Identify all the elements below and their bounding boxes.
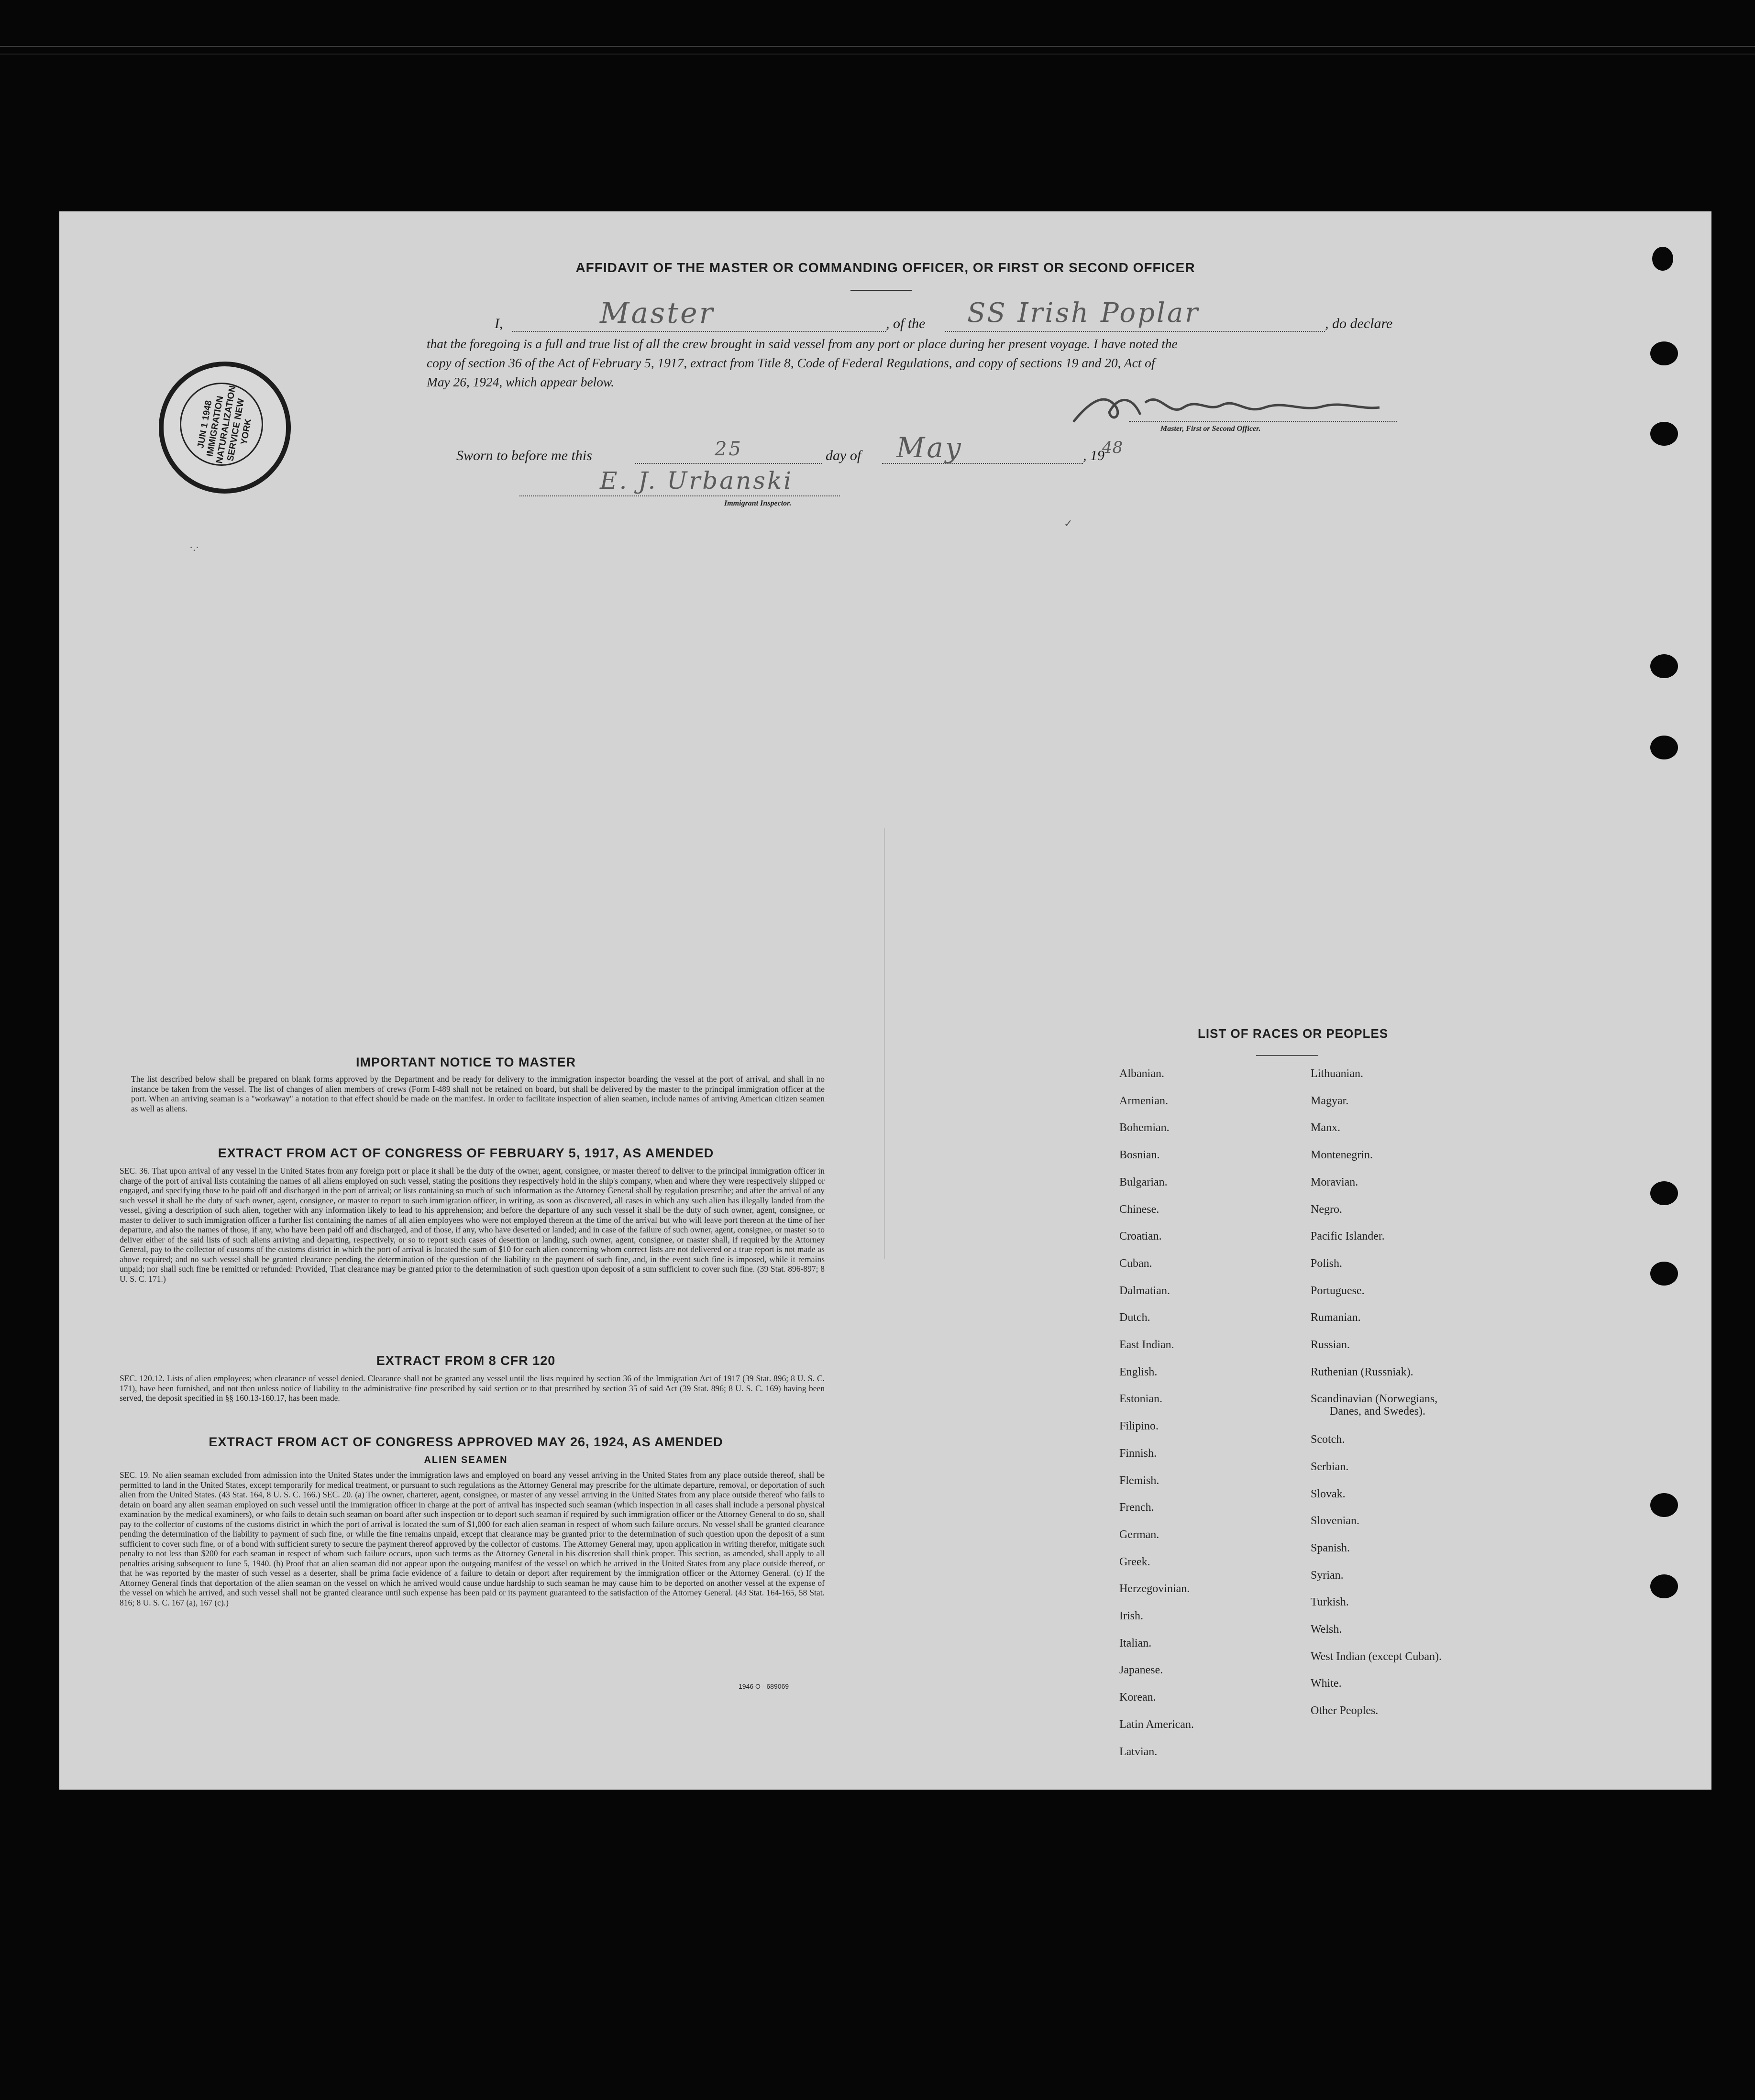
race-item: Syrian.	[1311, 1569, 1344, 1582]
affidavit-text-line: May 26, 1924, which appear below.	[427, 375, 615, 389]
race-item: West Indian (except Cuban).	[1311, 1650, 1442, 1663]
alien-seamen-subtitle: ALIEN SEAMEN	[424, 1455, 508, 1465]
race-item: Filipino.	[1119, 1420, 1159, 1433]
extract-1917-text: SEC. 36. That upon arrival of any vessel in the United States from any foreign port or place it shall be the duty of the owner, agent, consignee, or master thereof to deliver to the principal immigration officer in charge of the port of arrival lists containing the names of all aliens employed on such vessel, stating the positions they respectively hold in the ship's company, when and where they were respectively shipped or engaged, and specifying those to be paid off and discharged in the port of arrival; or lists containing so much of such information as the Attorney General shall by regulation prescribe; and after the arrival of any such vessel it shall be the duty of such owner, agent, consignee, or master to report to such immigration officer, in writing, as soon as discovered, all cases in which any such alien has illegally landed from the vessel, giving a description of such alien, together with any information likely to lead to his apprehension; and before the departure of any such vessel it shall be the duty of such owner, agent, consignee, or master to deliver to such immigration officer a further list containing the names of all alien employees who were not employed thereon at the time of the arrival but who will leave port thereon at the time of her departure, and also the names of those, if any, who have been paid off and discharged, and of those, if any, who have deserted or landed; and in case of the failure of such owner, agent, consignee, or master so to deliver either of the said lists of such aliens arriving and departing, respectively, or so to report such cases of desertion or landing, such owner, agent, consignee, or master shall, if required by the Attorney General, pay to the collector of customs of the customs district in which the port of arrival is located the sum of $10 for each alien concerning whom correct lists are not delivered or a true report is not made as above required; and no such vessel shall be granted clearance pending the determination of the question of the liability to the payment of such fine, and, in the event such fine is imposed, while it remains unpaid; nor shall such fine be remitted or refunded: Provided, That clearance may be granted prior to the determination of such question upon deposit of a sum sufficient to cover such fine. (39 Stat. 896-897; 8 U. S. C. 171.)	[120, 1166, 825, 1284]
extract-1924-title: EXTRACT FROM ACT OF CONGRESS APPROVED MAY 26, 1924, AS AMENDED	[209, 1435, 723, 1449]
race-item: Slovenian.	[1311, 1515, 1359, 1528]
race-item: Finnish.	[1119, 1447, 1157, 1460]
year-value: 48	[1102, 438, 1123, 457]
affidavit-text-line: that the foregoing is a full and true list of all the crew brought in said vessel from any port or place during her present voyage. I have noted the	[427, 337, 1178, 351]
race-item: Russian.	[1311, 1339, 1350, 1351]
race-item: Manx.	[1311, 1121, 1340, 1134]
race-item: Ruthenian (Russniak).	[1311, 1365, 1413, 1378]
race-item: Greek.	[1119, 1555, 1150, 1568]
extract-cfr-title: EXTRACT FROM 8 CFR 120	[376, 1353, 556, 1368]
stray-mark: ✓	[1064, 517, 1073, 529]
master-name-line	[512, 331, 886, 332]
punch-hole	[1650, 422, 1678, 446]
races-title-underline	[1256, 1055, 1318, 1056]
race-item: Welsh.	[1311, 1623, 1342, 1636]
master-signature	[1064, 388, 1389, 427]
inspector-line	[519, 495, 840, 496]
race-item: Spanish.	[1311, 1541, 1350, 1554]
race-item: Latin American.	[1119, 1718, 1194, 1731]
race-item: Italian.	[1119, 1637, 1152, 1649]
race-item: Flemish.	[1119, 1474, 1159, 1487]
race-item: Croatian.	[1119, 1230, 1162, 1243]
day-value: 25	[715, 438, 743, 460]
race-item: Portuguese.	[1311, 1284, 1365, 1297]
punch-hole	[1650, 1181, 1678, 1205]
race-item: English.	[1119, 1365, 1158, 1378]
inspector-label: Immigrant Inspector.	[724, 499, 792, 507]
race-item: Albanian.	[1119, 1067, 1164, 1080]
stamp-text: JUN 1 1948 IMMIGRATION NATURALIZATION SERVICE NEW YORK	[196, 385, 254, 464]
race-item: Dutch.	[1119, 1311, 1150, 1324]
race-item: Korean.	[1119, 1691, 1156, 1704]
film-edge-line	[0, 46, 1755, 47]
race-item: Lithuanian.	[1311, 1067, 1363, 1080]
race-item: Montenegrin.	[1311, 1149, 1373, 1162]
inspector-signature: E. J. Urbanski	[600, 467, 794, 495]
notice-text: The list described below shall be prepared on blank forms approved by the Department and be ready for delivery to the immigration inspector boarding the vessel at the port of arrival, and shall in no instance be taken from the vessel. The list of changes of alien members of crews (Form I-489 shall not be retained on board, but shall be delivered by the master to the principal immigration officer at the port. When an arriving seaman is a "workaway" a notation to that effect should be made on the manifest. In order to facilitate inspection of alien seamen, include names of arriving American citizen seamen as well as aliens.	[131, 1074, 825, 1113]
race-item: Bohemian.	[1119, 1121, 1170, 1134]
affidavit-text-line: copy of section 36 of the Act of February 5, 1917, extract from Title 8, Code of Federal Regulations, and copy of sections 19 and 20, Act of	[427, 356, 1155, 370]
declare-label: , do declare	[1325, 316, 1393, 331]
extract-1917-title: EXTRACT FROM ACT OF CONGRESS OF FEBRUARY 5, 1917, AS AMENDED	[218, 1146, 714, 1160]
vessel-name: SS Irish Poplar	[967, 297, 1200, 329]
extract-1924-text: SEC. 19. No alien seaman excluded from admission into the United States under the immigration laws and employed on board any vessel arriving in the United States from any place outside thereof, shall be permitted to land in the United States, except temporarily for medical treatment, or pursuant to such regulations as the Attorney General may prescribe for the ultimate departure, removal, or deportation of such alien from the United States. (43 Stat. 164, 8 U. S. C. 166.) SEC. 20. (a) The owner, charterer, agent, consignee, or master of any vessel arriving in the United States from any place outside thereof who fails to detain on board any alien seaman employed on such vessel until the immigration officer in charge at the port of arrival has inspected such seaman (which inspection in all cases shall include a personal physical examination by the medical examiners), or who fails to detain such seaman on board after such inspection or to deport such seaman if required by such immigration officer or the Attorney General to do so, shall pay to the collector of customs of the customs district in which the port of arrival is located the sum of $1,000 for each alien seaman in respect of whom such failure occurs. No vessel shall be granted clearance pending the determination of the liability to payment of such fine, or while the fine remains unpaid, except that clearance may be granted prior to the determination of such question upon the deposit of a sum sufficient to cover such fine, or of a bond with sufficient surety to secure the payment thereof approved by the collector of customs. The Attorney General may, upon application in writing therefor, mitigate such penalty to not less than $200 for each seaman in respect of whom such failure occurs, upon such terms as the Attorney General in his discretion shall think proper. This section, as amended, shall apply to all penalties arising subsequent to June 5, 1940. (b) Proof that an alien seaman did not appear upon the outgoing manifest of the vessel on which he arrived in the United States from any place outside thereof, or that he was reported by the master of such vessel as a deserter, shall be prima facie evidence of a failure to detain or deport after requirement by the immigration officer or the Attorney General. (c) If the Attorney General finds that deportation of the alien seaman on the vessel on which he arrived would cause undue hardship to such seaman he may cause him to be deported on another vessel at the expense of the vessel on which he arrived, and such vessel shall not be granted clearance until such expense has been paid or its payment guaranteed to the satisfaction of the Attorney General. (43 Stat. 164-165, 58 Stat. 816; 8 U. S. C. 167 (a), 167 (c).)	[120, 1470, 825, 1607]
stray-mark: ·.·	[189, 541, 199, 553]
race-item: Chinese.	[1119, 1203, 1159, 1216]
punch-hole	[1650, 1262, 1678, 1286]
race-item: Armenian.	[1119, 1094, 1168, 1107]
notice-title: IMPORTANT NOTICE TO MASTER	[356, 1055, 576, 1069]
race-item: Serbian.	[1311, 1460, 1349, 1473]
race-item: Magyar.	[1311, 1094, 1349, 1107]
declarant-intro: I,	[495, 316, 503, 331]
race-item: Rumanian.	[1311, 1311, 1361, 1324]
document-page	[59, 211, 1711, 1790]
race-item: Pacific Islander.	[1311, 1230, 1385, 1243]
races-title: LIST OF RACES OR PEOPLES	[1198, 1026, 1389, 1041]
race-item: Negro.	[1311, 1203, 1342, 1216]
day-of-label: day of	[826, 448, 861, 463]
vessel-name-line	[945, 331, 1325, 332]
printer-mark: 1946 O - 689069	[739, 1682, 789, 1690]
day-line	[635, 463, 822, 464]
race-item: Irish.	[1119, 1610, 1143, 1622]
punch-hole	[1650, 341, 1678, 365]
race-item: German.	[1119, 1528, 1159, 1541]
race-item: Moravian.	[1311, 1176, 1358, 1188]
race-item: White.	[1311, 1677, 1342, 1690]
fold-mark	[884, 828, 885, 1259]
race-item: Slovak.	[1311, 1487, 1346, 1500]
signature-label: Master, First or Second Officer.	[1160, 425, 1261, 433]
race-item: Bosnian.	[1119, 1149, 1160, 1162]
race-item: Bulgarian.	[1119, 1176, 1168, 1188]
race-item-continuation: Danes, and Swedes).	[1330, 1405, 1425, 1418]
master-name: Master	[600, 297, 715, 330]
race-item: Japanese.	[1119, 1664, 1163, 1677]
race-item: Estonian.	[1119, 1393, 1162, 1406]
race-item: Herzegovinian.	[1119, 1583, 1190, 1595]
race-item: Other Peoples.	[1311, 1704, 1379, 1717]
punch-hole	[1650, 654, 1678, 678]
race-item: French.	[1119, 1501, 1154, 1514]
punch-hole	[1650, 1574, 1678, 1598]
race-item: Polish.	[1311, 1257, 1343, 1270]
race-item: Scotch.	[1311, 1433, 1345, 1446]
affidavit-title: AFFIDAVIT OF THE MASTER OR COMMANDING OFFICER, OR FIRST OR SECOND OFFICER	[575, 260, 1195, 275]
year-prefix: , 19	[1083, 448, 1104, 463]
punch-hole	[1650, 1493, 1678, 1517]
immigration-stamp	[159, 362, 291, 494]
film-edge-line	[0, 54, 1755, 55]
sworn-text: Sworn to before me this	[456, 448, 592, 463]
race-item: Cuban.	[1119, 1257, 1152, 1270]
of-the-label: , of the	[886, 316, 926, 331]
extract-cfr-text: SEC. 120.12. Lists of alien employees; when clearance of vessel denied. Clearance shall not be granted any vessel until the lists required by section 36 of the Immigration Act of 1917 (39 Stat. 896; 8 U. S. C. 171), have been furnished, and not then unless notice of liability to the administrative fine prescribed by said section or to that prescribed by section 35 of said Act (39 Stat. 896; 8 U. S. C. 169) having been served, the deposit specified in §§ 160.13-160.17, has been made.	[120, 1374, 825, 1403]
race-item: Latvian.	[1119, 1745, 1158, 1758]
punch-hole	[1650, 736, 1678, 759]
race-item: Scandinavian (Norwegians,	[1311, 1393, 1438, 1406]
title-underline	[850, 290, 912, 291]
race-item: Dalmatian.	[1119, 1284, 1170, 1297]
race-item: East Indian.	[1119, 1339, 1174, 1351]
race-item: Turkish.	[1311, 1596, 1349, 1609]
month-value: May	[896, 431, 963, 464]
